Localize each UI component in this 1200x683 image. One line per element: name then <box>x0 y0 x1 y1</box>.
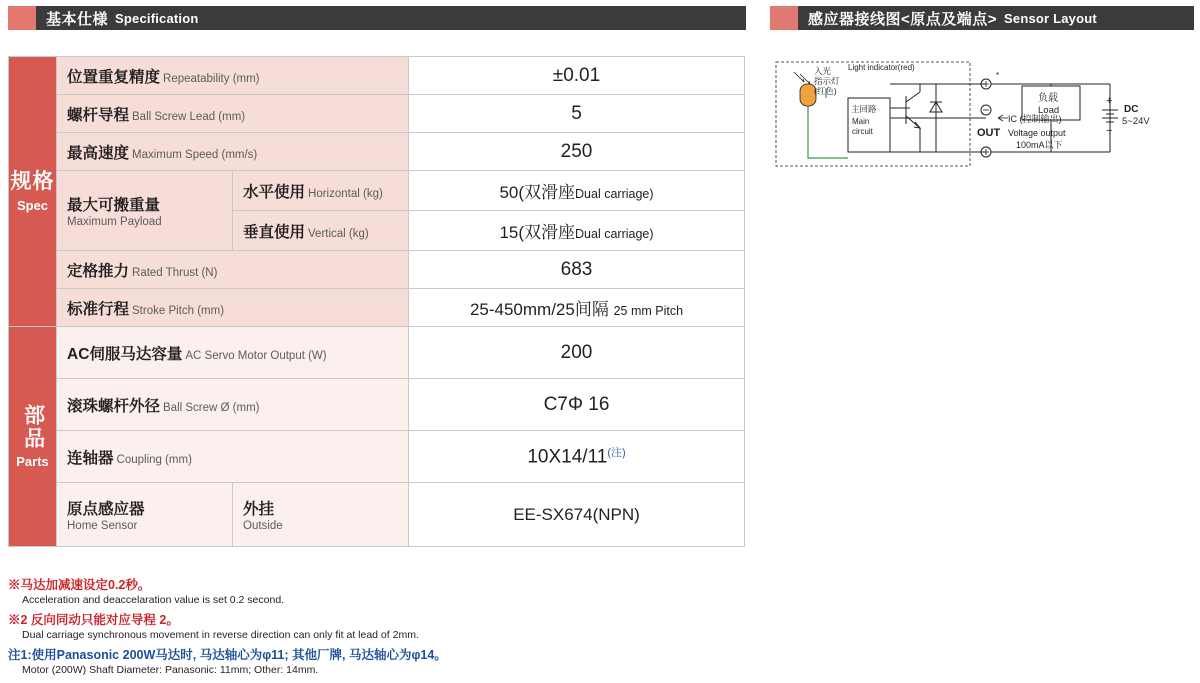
row-label-en: Ball Screw Lead (mm) <box>132 110 246 123</box>
row-value-maximum-speed <box>409 133 745 171</box>
row-label-maximum-payload <box>57 171 233 251</box>
row-value-rated-thrust <box>409 251 745 289</box>
row-sublabel-en: Outside <box>243 520 283 532</box>
svg-text:OUT: OUT <box>977 127 1001 139</box>
row-label-rated-thrust <box>57 251 409 289</box>
footnote-2-cn: ※2 反向同动只能对应导程 2。 <box>8 613 179 627</box>
row-label-ball-screw-lead <box>57 95 409 133</box>
row-label-en: Repeatability (mm) <box>163 72 260 85</box>
table-row <box>9 95 745 133</box>
row-value-suffix: Dual carriage) <box>575 227 654 241</box>
row-sublabel-cn: 外挂 <box>243 501 275 518</box>
row-label-en: Maximum Speed (mm/s) <box>132 148 258 161</box>
row-value-text: 15(双滑座 <box>499 223 576 242</box>
sensor-header-title-en: Sensor Layout <box>1004 10 1097 26</box>
footnote-1-en: Acceleration and deaccelaration value is set 0.2 second. <box>22 594 285 606</box>
row-label-en: AC Servo Motor Output (W) <box>185 349 327 362</box>
row-value-text: 5 <box>571 102 582 124</box>
row-label-maximum-speed <box>57 133 409 171</box>
svg-text:(红色): (红色) <box>814 86 837 96</box>
row-label-cn: AC伺服马达容量 <box>67 345 183 363</box>
row-label-coupling <box>57 431 409 483</box>
group-label-parts <box>9 327 57 547</box>
svg-text:入光: 入光 <box>814 66 832 76</box>
sensor-wiring-diagram <box>770 48 1194 198</box>
table-row <box>9 171 745 211</box>
row-value-note: (注) <box>607 447 626 460</box>
svg-text:Voltage output: Voltage output <box>1008 128 1066 138</box>
sensor-header-title-cn: 感应器接线图<原点及端点> <box>808 10 998 28</box>
row-label-en: Maximum Payload <box>67 216 162 228</box>
row-label-cn: 位置重复精度 <box>67 68 161 86</box>
row-value-text: 50(双滑座 <box>499 183 576 202</box>
row-value-ac-servo-motor <box>409 327 745 379</box>
row-sublabel-outside <box>233 483 409 547</box>
row-value-text: C7Φ 16 <box>543 393 610 415</box>
row-label-cn: 连轴器 <box>67 449 114 467</box>
row-label-cn: 标准行程 <box>67 300 130 318</box>
svg-text:Light indicator(red): Light indicator(red) <box>848 63 915 72</box>
row-label-stroke-pitch <box>57 289 409 327</box>
row-sublabel-en: Horizontal (kg) <box>308 187 383 200</box>
row-sublabel-cn: 垂直使用 <box>243 223 306 241</box>
svg-text:Main: Main <box>852 117 870 126</box>
row-sublabel-horizontal <box>233 171 409 211</box>
row-value-suffix: 25 mm Pitch <box>613 304 684 318</box>
specification-table <box>8 56 745 547</box>
svg-text:circuit: circuit <box>852 127 873 136</box>
table-row <box>9 133 745 171</box>
row-value-home-sensor <box>409 483 745 547</box>
svg-text:Load: Load <box>1038 105 1060 116</box>
spec-header-swatch <box>8 6 36 30</box>
group-label-spec <box>9 57 57 327</box>
row-sublabel-en: Vertical (kg) <box>308 227 369 240</box>
row-label-ball-screw-diameter <box>57 379 409 431</box>
svg-text:DC: DC <box>1124 104 1139 115</box>
row-label-en: Rated Thrust (N) <box>132 266 218 279</box>
row-value-payload-vertical <box>409 211 745 251</box>
row-label-en: Home Sensor <box>67 520 138 532</box>
footnote-3-cn: 注1:使用Panasonic 200W马达时, 马达轴心为φ11; 其他厂牌, 马达轴心为φ14。 <box>8 648 447 662</box>
row-value-ball-screw-diameter <box>409 379 745 431</box>
svg-text:*: * <box>996 71 1000 80</box>
svg-text:指示灯: 指示灯 <box>814 76 840 86</box>
row-label-en: Stroke Pitch (mm) <box>132 304 225 317</box>
table-row <box>9 483 745 547</box>
spec-header-title-cn: 基本仕様 <box>46 10 109 28</box>
row-label-en: Coupling (mm) <box>116 453 192 466</box>
row-sublabel-cn: 水平使用 <box>243 183 306 201</box>
row-label-cn: 最高速度 <box>67 144 130 162</box>
row-label-cn: 最大可搬重量 <box>67 197 161 214</box>
table-row <box>9 327 745 379</box>
row-value-text: 250 <box>560 140 593 162</box>
row-value-suffix: Dual carriage) <box>575 187 654 201</box>
spec-header-title-en: Specification <box>115 10 199 26</box>
table-row <box>9 57 745 95</box>
row-label-repeatability <box>57 57 409 95</box>
row-label-cn: 定格推力 <box>67 262 130 280</box>
footnote-1-cn: ※马达加减速设定0.2秒。 <box>8 578 151 592</box>
row-label-en: Ball Screw Ø (mm) <box>163 401 260 414</box>
sensor-header-bar <box>798 6 1194 30</box>
svg-text:100mA以下: 100mA以下 <box>1016 140 1063 150</box>
table-row <box>9 431 745 483</box>
svg-text:负载: 负载 <box>1038 93 1058 104</box>
row-value-text: ±0.01 <box>552 64 601 86</box>
svg-text:5~24V: 5~24V <box>1122 116 1150 127</box>
row-label-cn: 原点感应器 <box>67 501 145 518</box>
row-value-text: 200 <box>560 341 593 363</box>
table-row <box>9 289 745 327</box>
sensor-header-swatch <box>770 6 798 30</box>
group-label-spec-cn: 规格 <box>10 169 55 193</box>
row-label-cn: 螺杆导程 <box>67 106 130 124</box>
spec-section-header <box>8 6 746 30</box>
svg-text:IC (控制输出): IC (控制输出) <box>1008 114 1062 124</box>
group-label-parts-en: Parts <box>16 454 49 469</box>
spec-header-bar <box>36 6 746 30</box>
row-label-ac-servo-motor <box>57 327 409 379</box>
row-value-ball-screw-lead <box>409 95 745 133</box>
table-row <box>9 379 745 431</box>
footnote-2-en: Dual carriage synchronous movement in reverse direction can only fit at lead of 2mm. <box>22 629 419 641</box>
svg-text:−: − <box>1106 125 1113 137</box>
row-value-payload-horizontal <box>409 171 745 211</box>
row-value-text: 25-450mm/25间隔 <box>469 300 609 319</box>
row-label-cn: 滚珠螺杆外径 <box>67 397 161 415</box>
row-sublabel-vertical <box>233 211 409 251</box>
group-label-spec-en: Spec <box>16 198 49 214</box>
row-value-text: 683 <box>560 258 593 280</box>
footnotes <box>8 571 748 676</box>
sensor-section-header <box>770 6 1194 30</box>
footnote-3-en: Motor (200W) Shaft Diameter: Panasonic: 11mm; Other: 14mm. <box>22 664 319 676</box>
row-value-repeatability <box>409 57 745 95</box>
row-value-coupling <box>409 431 745 483</box>
row-value-text: 10X14/11 <box>527 446 608 468</box>
svg-text:+: + <box>1106 95 1113 107</box>
svg-text:主回路: 主回路 <box>851 104 877 114</box>
table-row <box>9 251 745 289</box>
group-label-parts-cn: 部品 <box>21 404 45 450</box>
row-value-text: EE-SX674(NPN) <box>513 504 640 524</box>
row-label-home-sensor <box>57 483 233 547</box>
row-value-stroke-pitch <box>409 289 745 327</box>
